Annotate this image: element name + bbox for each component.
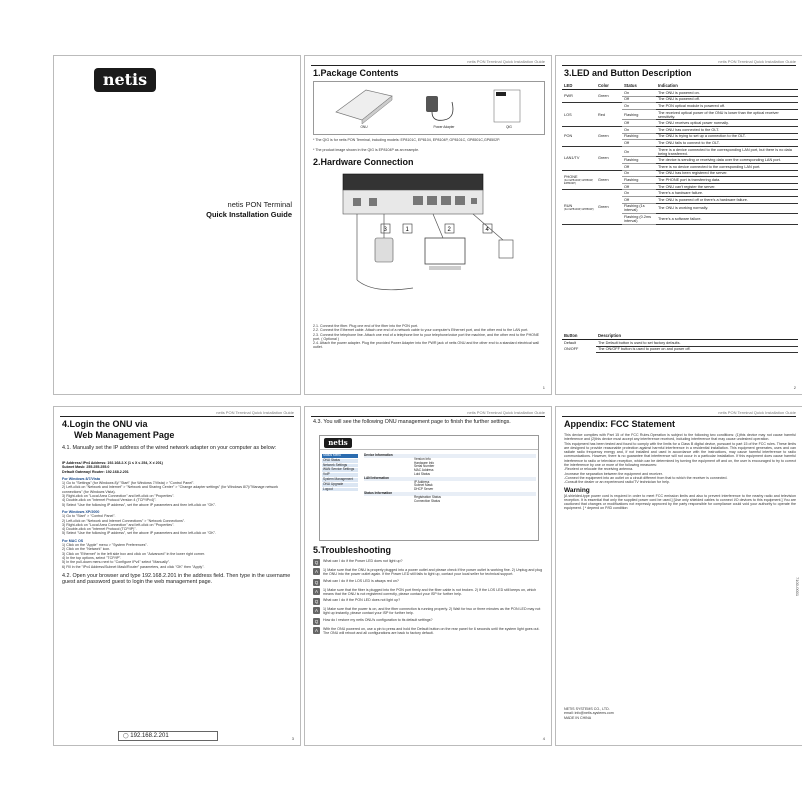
button-name: Default — [564, 341, 577, 346]
made-in: MADE IN CHINA — [564, 715, 592, 720]
mac-os-heading: For MAC OS — [62, 538, 84, 543]
web-menu-item: System Management — [322, 478, 358, 482]
page-number: 2 — [793, 385, 796, 390]
led-status: Flashing — [622, 133, 656, 140]
computer-image — [425, 238, 465, 270]
gateway-line: Default Gateway/ Router: 192.168.2.201 — [62, 469, 129, 474]
answer-icon: A — [314, 588, 318, 594]
led-color: Green — [596, 90, 622, 103]
windows-xp-step: 4) Double-click on "Internet Protocol (TCP/IP)". — [62, 527, 137, 532]
fcc-statement-panel — [555, 406, 802, 746]
windows-xp-step: 2) Left-click on "Network and Internet Connections" > "Network Connections". — [62, 518, 186, 523]
button-name: ON/OFF — [564, 347, 579, 352]
led-indication: There is no device connected to the corresponding LAN port. — [656, 163, 798, 170]
login-title: 4.Login the ONU via — [62, 419, 148, 429]
answer-item — [313, 588, 545, 597]
hardware-connection-title: 2.Hardware Connection — [313, 157, 414, 167]
web-row: Version Info — [414, 456, 431, 461]
web-menu-item: WAN Service Settings — [322, 468, 358, 472]
answer-icon: A — [314, 627, 318, 633]
web-row: Hardware Info — [414, 460, 435, 465]
cover-title-line1: netis PON Terminal — [227, 200, 292, 209]
led-name — [562, 126, 596, 146]
led-sub-label: (For EP8104P, GP8502P) — [564, 207, 594, 211]
web-row: LAN Information — [364, 477, 536, 481]
package-illustration — [314, 82, 544, 126]
web-menu-item: ONU Upgrade — [322, 483, 358, 487]
question-text: What can I do if the LOS LED is always red on? — [323, 578, 399, 583]
package-item-label: Power Adapter — [433, 125, 455, 129]
page-number: 3 — [291, 736, 294, 741]
hardware-connection-diagram — [313, 170, 545, 300]
led-status: Flashing — [622, 177, 656, 184]
cover-panel — [53, 55, 301, 395]
answer-text: With the ONU powered on, use a pin to press and hold the Default button on the rear panel for 6 seconds until the system light goes out. The ONU will reboot and all configurations are back to factory default. — [323, 626, 540, 636]
web-menu-item: ONU Status — [322, 459, 358, 463]
answer-text: 1) Make sure that the ONU is properly plugged into a power outlet and please check if the power outlet is working fine. 2) Unplug and plug the ONU into the power outlet again. If the Power LED still fails to light up, contact your local seller for technical support. — [323, 568, 543, 577]
led-label: LAN1/TV — [564, 156, 580, 161]
column-header: Color — [596, 82, 622, 90]
page-number: 4 — [542, 736, 545, 741]
fcc-bullet: -Reorient or relocate the receiving antenna. — [564, 467, 634, 472]
warning-heading: Warning — [564, 486, 590, 494]
led-name — [562, 146, 596, 170]
web-troubleshooting-panel — [304, 406, 552, 746]
table-row — [562, 146, 798, 157]
web-menu-item: Logout — [322, 488, 358, 492]
led-label: LOS — [564, 112, 572, 117]
led-indication: The ONU has connected to the OLT. — [656, 126, 798, 133]
subnet-mask-line: Subnet Mask: 255.255.255.0 — [62, 465, 110, 470]
question-icon: Q — [314, 618, 319, 624]
led-table — [562, 82, 798, 225]
led-indication: There's a hardware failure. — [656, 190, 798, 197]
fcc-title: Appendix: FCC Statement — [564, 419, 676, 429]
header-rule — [311, 416, 545, 417]
side-code: 7100-0001 — [795, 577, 800, 597]
web-row: Serial Number — [414, 464, 435, 469]
mac-os-step: 4) In the top options, select "TCP/IP". — [62, 555, 122, 560]
led-color: Red — [596, 103, 622, 127]
table-row — [562, 170, 798, 177]
page-header: netis PON Terminal Quick Installation Guide — [467, 59, 545, 64]
hardware-step: 2.4. Attach the power adapter. Plug the provided Power Adapter into the PWR jack of netis ONU and the other end to a standard electrical wall outlet. — [313, 341, 539, 350]
led-label: PWR — [564, 94, 573, 99]
answer-item — [313, 568, 545, 577]
answer-item — [313, 607, 545, 616]
page-header: netis PON Terminal Quick Installation Guide — [216, 410, 294, 415]
web-menu-item: Status Menu — [322, 454, 358, 458]
led-status: Off — [622, 183, 656, 190]
step-4-3: 4.3. You will see the following ONU management page to finish the further settings. — [313, 419, 511, 425]
page-number: 1 — [542, 385, 545, 390]
question-item — [313, 579, 545, 586]
led-indication: There's a software failure. — [656, 214, 798, 225]
page-header: netis PON Terminal Quick Installation Guide — [718, 410, 796, 415]
led-status: Off — [622, 140, 656, 147]
led-color: Green — [596, 146, 622, 170]
mac-os-step: 1) Click on the "Apple" menu > "System Preferences". — [62, 543, 148, 548]
led-indication: The ONU has been registered the server. — [656, 170, 798, 177]
answer-icon: A — [314, 569, 318, 574]
fcc-bullet: -Increase the separation between the equipment and receiver. — [564, 471, 663, 476]
package-hardware-panel — [304, 55, 552, 395]
company-name: NETIS SYSTEMS CO., LTD. — [564, 707, 610, 711]
windows-7-step: 1) Go to "Settings" (for Windows 8)/ "Start" (for Windows 7/Vista) > "Control Panel". — [62, 481, 195, 486]
led-indication: The ONU is working normally. — [656, 203, 798, 214]
web-content — [364, 454, 536, 503]
led-label: PON — [564, 134, 573, 139]
table-row — [562, 340, 798, 347]
web-row: Connection Status — [414, 498, 441, 503]
led-indication: The ONU is powered off or there's a hardware failure. — [656, 196, 798, 203]
package-item-label: QIG — [506, 125, 512, 129]
led-label: RUN — [564, 203, 573, 208]
fcc-bullet: -Consult the dealer or an experienced radio/TV technician for help. — [564, 480, 670, 485]
button-table — [562, 332, 798, 353]
led-status: Flashing (1s interval) — [622, 203, 656, 214]
answer-icon: A — [314, 608, 318, 614]
table-row — [562, 190, 798, 197]
fcc-paragraph: This device complies with Part 15 of the FCC Rules.Operation is subject to the following two conditions: (1)this device may not cause harmful interference and (2)this device must accept any interference received, including interference that may cause undesired operation. — [564, 433, 796, 442]
led-description-panel — [555, 55, 802, 395]
address-value: 192.168.2.201 — [130, 733, 169, 739]
step-4-2: 4.2. Open your browser and type 192.168.2.201 in the address field. Then type in the username guest and password guest to login the web management page. — [62, 572, 291, 586]
question-item — [313, 598, 545, 605]
led-status: Off — [622, 120, 656, 127]
answer-item — [313, 627, 545, 636]
mac-os-step: 5) In the pull-down menu next to "Configure IPv4" select "Manually". — [62, 560, 170, 565]
led-indication: The ONU is trying to set up a connection to the OLT. — [656, 133, 798, 140]
qig-booklet-image — [494, 90, 520, 122]
web-row: DHCP Server — [414, 487, 434, 492]
package-note: * The QIG is for netis PON Terminal, including models: EP8101C, EP8104, EP8104P, GP8101C, GP8501C,GP8502P. — [313, 138, 501, 142]
web-menu-item: Network Settings — [322, 464, 358, 468]
warning-text: [A shielded-type power cord is required in order to meet FCC emission limits and also to prevent interference to the nearby radio and television reception. It is essential that only the supplied power cord be used.] [Use only shielded cables to connect I/O devices to this equipment.] You are cautioned that changes or modifications not expressly approved by the party responsible for compliance could void your authority to operate the equipment. [ * depend on P/ID condition — [564, 493, 796, 511]
question-icon: Q — [314, 560, 319, 565]
windows-xp-step: 1) Go to "Start" > "Control Panel". — [62, 514, 116, 519]
mac-os-step: 2) Click on the "Network" icon. — [62, 547, 111, 552]
windows-7-step: 4) Double-click on "Internet Protocol Version 4 (TCP/IPv4)". — [62, 498, 157, 503]
led-indication: The ONU is powered off. — [656, 96, 798, 103]
led-color: Green — [596, 126, 622, 146]
web-row: Status Information — [364, 492, 536, 496]
led-indication: The received optical power of the ONU is lower than the optical receiver sensitivity. — [656, 109, 798, 120]
hardware-step: 2.2. Connect the Ethernet cable. Attach one end of a network cable to your computer's Ethernet port, and the other end to the LAN port. — [313, 328, 529, 333]
windows-xp-step: 5) Select "Use the following IP address", set the above IP parameters and then left-click on "OK". — [62, 531, 216, 536]
windows-7-step: 5) Select "Use the following IP address", set the above IP parameters and then left-click on "OK". — [62, 502, 216, 507]
column-header: LED — [562, 82, 596, 90]
led-indication: The ONU fails to connect to the OLT. — [656, 140, 798, 147]
package-contents-box — [313, 81, 545, 135]
step-4-1: 4.1. Manually set the IP address of the wired network adapter on your computer as below: — [62, 445, 277, 451]
button-description: The Default button is used to set factory defaults. — [596, 340, 798, 347]
windows-xp-step: 3) Right-click on "Local Area Connection" and left-click on "Properties". — [62, 522, 175, 527]
browser-address-bar — [118, 731, 218, 741]
web-row: MAC Address — [414, 468, 434, 473]
led-label: PHONE — [564, 174, 578, 179]
led-status: On — [622, 126, 656, 133]
led-name — [562, 103, 596, 127]
company-email: email: info@netis-systems.com — [564, 711, 614, 716]
step-marker-2: 2 — [447, 227, 451, 233]
led-status: Off — [622, 196, 656, 203]
login-title: Web Management Page — [74, 430, 175, 440]
led-indication: The device is sending or receiving data over the corresponding LAN port. — [656, 157, 798, 164]
windows-7-step: 2) Left-click on "Network and Internet" > "Network and Sharing Center" > "Change adapter settings" (for Windows 8/7)/"Manage network connections" (for Windows Vista). — [62, 485, 279, 494]
led-name — [562, 90, 596, 103]
led-indication: The ONU receives optical power normally. — [656, 120, 798, 127]
led-status: Flashing (0.2ms interval) — [622, 214, 656, 225]
led-name — [562, 190, 596, 224]
telephone-image — [375, 238, 393, 262]
led-indication: The PHONE port is transferring data. — [656, 177, 798, 184]
led-status: On — [622, 103, 656, 110]
web-row: IP Address — [414, 479, 430, 484]
question-text: What can I do if the PON LED does not light up? — [323, 598, 401, 603]
table-row — [562, 346, 798, 353]
led-status: On — [622, 90, 656, 97]
windows-7-step: 3) Right-click on "Local Area Connection" and left-click on "Properties". — [62, 494, 175, 499]
mac-os-step: 6) Fill in the "IPv4 Address/Subnet Mask/Router" parameters, and click "OK" then "Apply". — [62, 564, 205, 569]
led-status: On — [622, 190, 656, 197]
led-indication: The ONU can't register the server. — [656, 183, 798, 190]
mac-os-step: 3) Click on "Ethernet" in the left side box and click on "Advanced" in the lower right corner. — [62, 551, 205, 556]
header-rule — [311, 65, 545, 66]
step-marker-4: 4 — [485, 227, 489, 233]
web-header-bar — [320, 436, 538, 450]
web-row: Registration Status — [414, 494, 441, 499]
netis-logo: netis — [94, 68, 156, 92]
cover-title-line2: Quick Installation Guide — [206, 210, 292, 219]
page-header: netis PON Terminal Quick Installation Guide — [718, 59, 796, 64]
web-management-screenshot — [319, 435, 539, 541]
page-header: netis PON Terminal Quick Installation Guide — [467, 410, 545, 415]
question-icon: Q — [314, 579, 319, 585]
led-sub-label: (For EP8104P, GP8502P, EP8402P) — [564, 178, 594, 185]
web-sidebar — [322, 454, 358, 492]
column-header: Button — [562, 332, 596, 340]
package-contents-title: 1.Package Contents — [313, 68, 399, 78]
hardware-step: 2.3. Connect the telephone line. Attach one end of a telephone line to your telephone/voice port the machine, and the other end to the PHONE port. ( Optional ) — [313, 332, 539, 341]
login-panel — [53, 406, 301, 746]
column-header: Indication — [656, 82, 798, 90]
troubleshooting-title: 5.Troubleshooting — [313, 545, 391, 555]
web-row: Subnet Mask — [414, 483, 433, 488]
ip-address-line: IP Address/ IPv4 Address: 192.168.2.X (1 ≤ X ≤ 254, X ≠ 201) — [62, 461, 163, 465]
web-netis-logo: netis — [324, 438, 352, 448]
power-outlet-image — [499, 240, 513, 258]
hardware-step: 2.1. Connect the fiber. Plug one end of the fiber into the PON port. — [313, 324, 419, 328]
browser-icon: ◯ — [123, 733, 129, 739]
package-item-label: ONU — [360, 125, 368, 129]
led-indication: The ONU is powered on. — [656, 90, 798, 97]
fcc-bullet: -Connect the equipment into an outlet on a circuit different from that to which the receiver is connected. — [564, 475, 728, 480]
led-status: Off — [622, 96, 656, 103]
led-status: On — [622, 170, 656, 177]
header-rule — [562, 416, 796, 417]
fcc-paragraph: This equipment has been tested and found to comply with the limits for a Class B digital device, pursuant to part 15 of the FCC rules. These limits are designed to provide reasonable protection against harmful interference in a residential installation. This equipment generates, uses and can radiate radio frequency energy and, if not installed and used in accordance with the instructions, may cause harmful interference to radio communications. However, there is no guarantee that interference will not occur in a particular installation. If this equipment does cause harmful interference to radio or television reception, which can be determined by turning the equipment off and on, the user is encouraged to try to correct the interference by one or more of the following measures: — [564, 441, 796, 468]
led-status: On — [622, 146, 656, 157]
led-indication: There is a device connected to the corresponding LAN port, but there is no data being transferred. — [656, 146, 798, 157]
question-item — [313, 618, 545, 625]
header-rule — [60, 416, 294, 417]
led-button-title: 3.LED and Button Description — [564, 68, 692, 78]
table-row — [562, 126, 798, 133]
web-row: Device Information — [364, 454, 536, 458]
web-row: Loid Status — [414, 471, 430, 476]
question-item — [313, 559, 545, 566]
answer-text: 1) Make sure that the fiber is plugged into the PON port firmly and the fiber cable is not broken. 2) If the LOS LED still keeps on, which means that the ONU is not registered correctly, please contact your ISP for further help. — [323, 587, 537, 596]
led-status: Off — [622, 163, 656, 170]
answer-text: 1) Make sure that the power is on, and the fiber connection is running properly. 2) Wait for two or three minutes as the PON LED may not light up instantly, please contact your ISP for further help. — [323, 607, 541, 616]
question-text: What can I do if the Power LED does not light up? — [323, 559, 403, 563]
web-menu-item: VoIP — [322, 473, 358, 477]
question-icon: Q — [314, 599, 319, 605]
led-name — [562, 170, 596, 190]
table-row — [562, 90, 798, 97]
question-text: How do I restore my netis ONU's configuration to its default settings? — [323, 617, 433, 622]
step-marker-1: 1 — [405, 227, 409, 233]
windows-xp-heading: For Windows XP/2000 — [62, 509, 100, 514]
header-rule — [562, 65, 796, 66]
led-color: Green — [596, 170, 622, 190]
led-indication: The PON optical module is powered off. — [656, 103, 798, 110]
column-header: Description — [596, 332, 798, 340]
led-color: Green — [596, 190, 622, 224]
button-description: The ON/OFF button is used to power on and power off. — [596, 346, 798, 353]
windows-7-heading: For Windows 8/7/Vista — [62, 476, 101, 481]
step-marker-3: 3 — [383, 227, 387, 233]
power-adapter-image — [426, 96, 453, 120]
table-row — [562, 103, 798, 110]
led-status: Flashing — [622, 109, 656, 120]
onu-device-image — [336, 90, 392, 124]
led-status: Flashing — [622, 157, 656, 164]
package-note: * The product image shown in the QIG is EP8104P as an example. — [313, 148, 420, 152]
column-header: Status — [622, 82, 656, 90]
